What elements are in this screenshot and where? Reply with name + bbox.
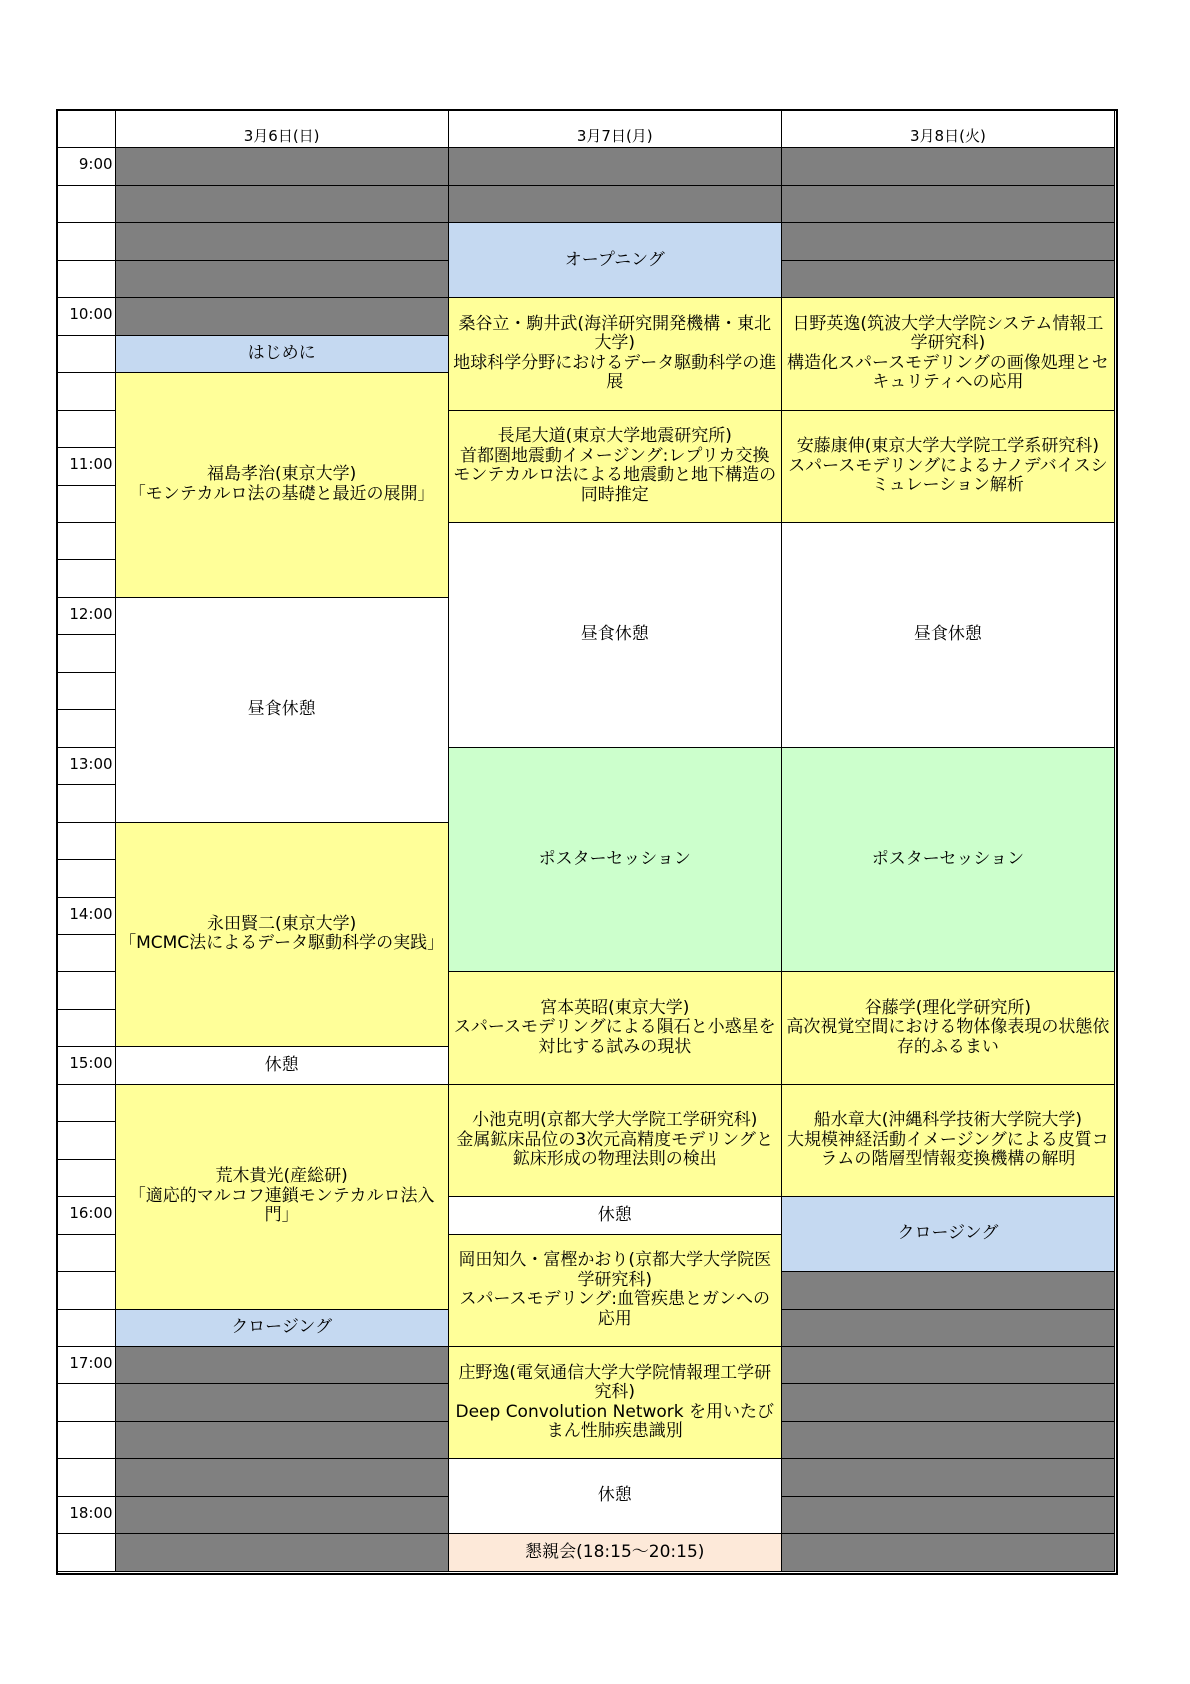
empty-slot [115, 1421, 448, 1458]
time-label [58, 1009, 116, 1046]
talk-speaker: 永田賢二(東京大学) [207, 913, 357, 934]
day1-talk-fukushima [115, 373, 448, 598]
empty-slot [115, 148, 448, 185]
time-label [58, 1421, 116, 1458]
day1-lunch: 昼食休憩 [115, 597, 448, 822]
empty-slot [115, 185, 448, 222]
day3-lunch: 昼食休憩 [781, 522, 1114, 747]
time-row [58, 1459, 1115, 1496]
empty-slot [781, 1534, 1114, 1572]
day3-talk-hino [781, 298, 1114, 410]
empty-slot [115, 223, 448, 260]
empty-slot [781, 1496, 1114, 1533]
talk-title: スパースモデリングによるナノデバイスシミュレーション解析 [788, 455, 1108, 496]
empty-slot [781, 148, 1114, 185]
time-label: 9:00 [58, 148, 116, 185]
day2-break-2: 休憩 [448, 1459, 781, 1534]
time-row [58, 223, 1115, 260]
time-row [58, 1346, 1115, 1383]
time-label [58, 1159, 116, 1196]
talk-title: スパースモデリング:血管疾患とガンへの応用 [459, 1289, 771, 1329]
talk-title: 構造化スパースモデリングの画像処理とセキュリティへの応用 [787, 352, 1109, 393]
day2-lunch: 昼食休憩 [448, 522, 781, 747]
time-label [58, 822, 116, 859]
talk-title: 高次視覚空間における物体像表現の状態依存的ふるまい [786, 1017, 1110, 1057]
empty-slot [781, 1309, 1114, 1346]
empty-slot [115, 1534, 448, 1572]
time-label: 10:00 [58, 298, 116, 335]
time-label: 15:00 [58, 1047, 116, 1084]
talk-speaker: 船水章大(沖縄科学技術大学院大学) [813, 1110, 1083, 1131]
day1-talk-nagata [115, 822, 448, 1047]
empty-slot [781, 223, 1114, 260]
empty-slot [781, 185, 1114, 222]
day2-opening: オープニング [448, 223, 781, 298]
time-label [58, 785, 116, 822]
talk-title: 大規模神経活動イメージングによる皮質コラムの階層型情報変換機構の解明 [787, 1129, 1109, 1170]
talk-speaker: 日野英逸(筑波大学大学院システム情報工学研究科) [792, 313, 1104, 354]
talk-title: 首都圏地震動イメージング:レプリカ交換モンテカルロ法による地震動と地下構造の同時推定 [453, 445, 777, 505]
time-row [58, 148, 1115, 185]
day2-talk-miyamoto [448, 972, 781, 1084]
time-row [58, 185, 1115, 222]
time-label [58, 185, 116, 222]
day2-poster: ポスターセッション [448, 747, 781, 972]
time-label: 16:00 [58, 1197, 116, 1234]
header-row [58, 111, 1115, 148]
talk-title: 「適応的マルコフ連鎖モンテカルロ法入門」 [128, 1185, 435, 1226]
time-label [58, 1084, 116, 1121]
talk-title: 「MCMC法によるデータ駆動科学の実践」 [119, 933, 445, 954]
day3-talk-funamizu [781, 1084, 1114, 1196]
empty-slot [781, 1346, 1114, 1383]
day2-talk-okada [448, 1234, 781, 1346]
time-label [58, 522, 116, 559]
empty-slot [115, 260, 448, 297]
time-label [58, 972, 116, 1009]
talk-speaker: 安藤康伸(東京大学大学院工学系研究科) [796, 435, 1100, 456]
time-label [58, 373, 116, 410]
time-label [58, 635, 116, 672]
day3-talk-tani [781, 972, 1114, 1084]
time-label [58, 710, 116, 747]
talk-speaker: 長尾大道(東京大学地震研究所) [497, 426, 732, 447]
empty-slot [781, 1459, 1114, 1496]
talk-title: スパースモデリングによる隕石と小惑星を対比する試みの現状 [453, 1017, 776, 1057]
time-label: 12:00 [58, 597, 116, 634]
talk-speaker: 桑谷立・駒井武(海洋研究開発機構・東北大学) [458, 313, 772, 354]
time-label [58, 223, 116, 260]
talk-speaker: 福島孝治(東京大学) [207, 464, 357, 485]
time-label [58, 1459, 116, 1496]
day2-talk-nagao [448, 410, 781, 522]
time-label [58, 1272, 116, 1309]
day2-talk-shouno [448, 1346, 781, 1458]
empty-slot [448, 185, 781, 222]
empty-slot [781, 1384, 1114, 1421]
empty-slot [781, 1421, 1114, 1458]
talk-title: Deep Convolution Network を用いたびまん性肺疾患識別 [455, 1401, 775, 1442]
day2-banquet: 懇親会(18:15〜20:15) [448, 1534, 781, 1572]
time-label [58, 1384, 116, 1421]
talk-speaker: 庄野逸(電気通信大学大学院情報理工学研究科) [458, 1362, 772, 1403]
time-label [58, 672, 116, 709]
time-label [58, 560, 116, 597]
day2-talk-koike [448, 1084, 781, 1196]
header-day3: 3月8日(火) [781, 111, 1114, 148]
talk-speaker: 岡田知久・富樫かおり(京都大学大学院医学研究科) [458, 1250, 772, 1290]
time-row [58, 1084, 1115, 1121]
header-day1: 3月6日(日) [115, 111, 448, 148]
time-label [58, 485, 116, 522]
time-label [58, 1122, 116, 1159]
empty-slot [115, 298, 448, 335]
time-label [58, 860, 116, 897]
day1-break: 休憩 [115, 1047, 448, 1084]
time-label [58, 410, 116, 447]
talk-title: 地球科学分野におけるデータ駆動科学の進展 [453, 352, 777, 393]
time-label [58, 335, 116, 372]
day3-closing: クロージング [781, 1197, 1114, 1272]
time-row [58, 298, 1115, 335]
time-label: 13:00 [58, 747, 116, 784]
day3-poster: ポスターセッション [781, 747, 1114, 972]
empty-slot [115, 1496, 448, 1533]
talk-speaker: 荒木貴光(産総研) [215, 1166, 348, 1187]
empty-slot [115, 1346, 448, 1383]
time-label [58, 260, 116, 297]
talk-speaker: 谷藤学(理化学研究所) [864, 997, 1032, 1018]
day2-break-1: 休憩 [448, 1197, 781, 1234]
time-label [58, 1534, 116, 1572]
talk-title: 「モンテカルロ法の基礎と最近の展開」 [128, 484, 435, 505]
time-row [58, 1534, 1115, 1572]
day1-closing: クロージング [115, 1309, 448, 1346]
day2-talk-kuwatani [448, 298, 781, 410]
talk-speaker: 小池克明(京都大学大学院工学研究科) [472, 1110, 758, 1131]
empty-slot [448, 148, 781, 185]
empty-slot [781, 260, 1114, 297]
time-label [58, 934, 116, 971]
corner-cell [58, 111, 116, 148]
day1-intro: はじめに [115, 335, 448, 372]
time-label: 14:00 [58, 897, 116, 934]
time-label: 17:00 [58, 1346, 116, 1383]
time-label [58, 1309, 116, 1346]
schedule-table [57, 110, 1115, 1572]
day3-talk-ando [781, 410, 1114, 522]
time-label: 11:00 [58, 448, 116, 485]
time-label [58, 1234, 116, 1271]
empty-slot [781, 1272, 1114, 1309]
empty-slot [115, 1459, 448, 1496]
empty-slot [115, 1384, 448, 1421]
time-label: 18:00 [58, 1496, 116, 1533]
talk-speaker: 宮本英昭(東京大学) [540, 997, 690, 1018]
header-day2: 3月7日(月) [448, 111, 781, 148]
day1-talk-araki [115, 1084, 448, 1309]
talk-title: 金属鉱床品位の3次元高精度モデリングと鉱床形成の物理法則の検出 [456, 1129, 774, 1170]
